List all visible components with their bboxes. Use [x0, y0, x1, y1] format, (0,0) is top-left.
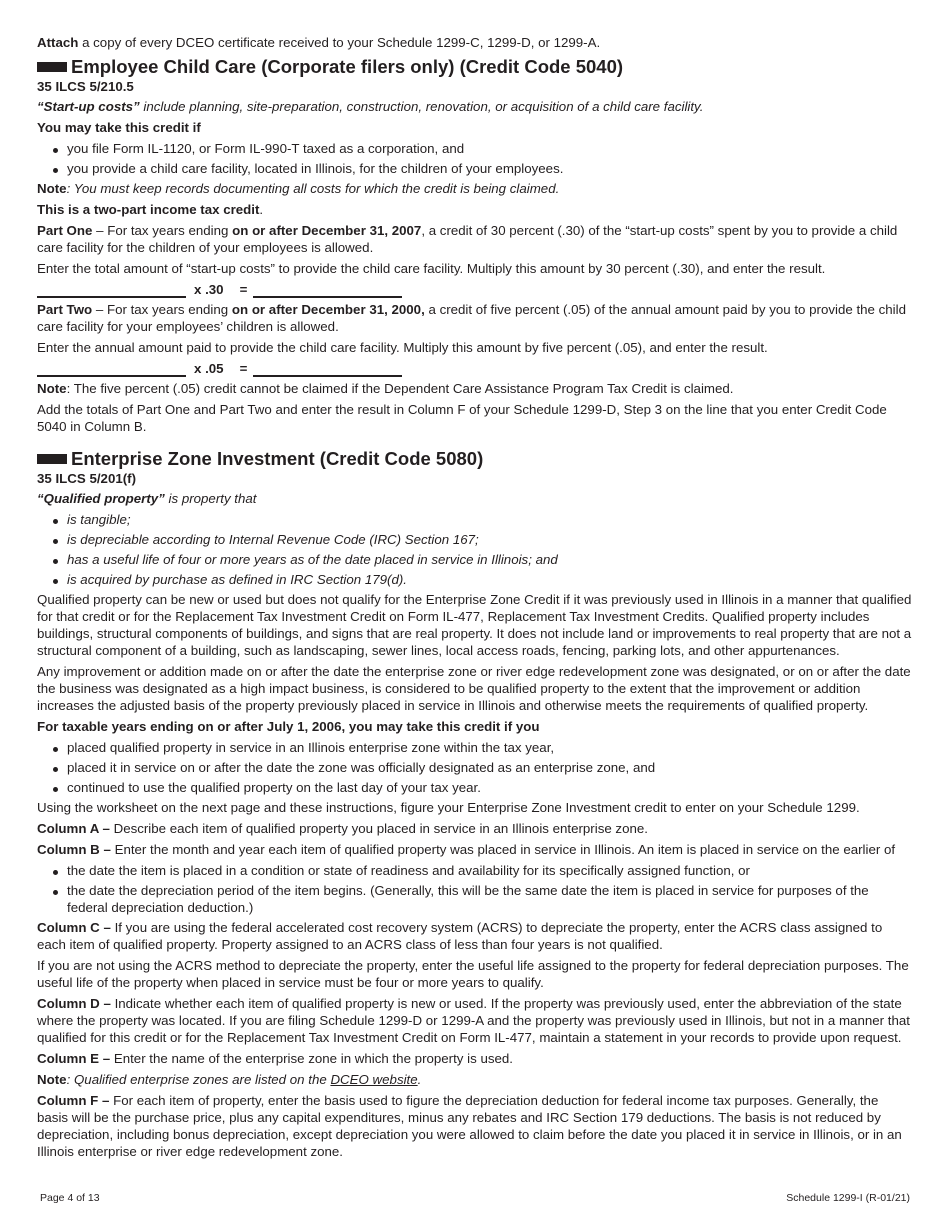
column-a-instructions: Column A – Describe each item of qualified property you placed in service in an Illinois enterprise zone. — [37, 821, 648, 836]
enterprise-zones-note: Note: Qualified enterprise zones are listed on the DCEO website. — [37, 1072, 422, 1087]
dependent-care-note: Note: The five percent (.05) credit cannot be claimed if the Dependent Care Assistance Program Tax Credit is claimed. — [37, 381, 734, 396]
part-two-text: Part Two – For tax years ending on or after December 31, 2000, a credit of five percent (.05) of the annual amount paid by you to provide the child care facility for your employees’ children is allowed. — [37, 302, 906, 334]
column-d-instructions: Column D – Indicate whether each item of qualified property is new or used. If the property was previously used, enter the abbreviation of the state where the property was located. If you are filing Schedule 1299-D or 1299-A and the property was previously used in Illinois, but not in a manner that qualified for this credit or for the Replacement Tax Investment Credit on Form IL-477, maintain a statement in your records to provide upon request. — [37, 996, 910, 1045]
attach-note: Attach a copy of every DCEO certificate received to your Schedule 1299-C, 1299-D, or 1299-A. — [37, 35, 601, 50]
enterprise-zone-citation: 35 ILCS 5/201(f) — [37, 471, 137, 486]
records-note: Note: You must keep records documenting all costs for which the credit is being claimed. — [37, 181, 560, 196]
list-item: has a useful life of four or more years as of the date placed in service in Illinois; and — [37, 551, 913, 568]
column-b-instructions: Column B – Enter the month and year each item of qualified property was placed in service in Illinois. An item is placed in service on the earlier of — [37, 842, 896, 857]
list-item: the date the item is placed in a condition or state of readiness and availability for its specifically assigned function, or — [37, 862, 913, 879]
list-item: continued to use the qualified property on the last day of your tax year. — [37, 779, 913, 796]
qualified-property-list — [37, 511, 913, 588]
part-two-result-line[interactable] — [253, 361, 402, 377]
list-item: placed qualified property in service in an Illinois enterprise zone within the tax year, — [37, 739, 913, 756]
part-one-calculation: x .30 = — [37, 281, 913, 298]
page-footer — [40, 1192, 910, 1204]
form-identifier: Schedule 1299-I (R-01/21) — [786, 1192, 910, 1204]
add-totals-instructions: Add the totals of Part One and Part Two and enter the result in Column F of your Schedule 1299-D, Step 3 on the line that you enter Credit Code 5040 in Column B. — [37, 402, 887, 434]
column-c-instructions: Column C – If you are using the federal accelerated cost recovery system (ACRS) to depreciate the property, enter the ACRS class assigned to each item of qualified property. Property assigned to an ACRS class of less than four years is not qualified. — [37, 920, 883, 952]
part-one-result-line[interactable] — [253, 282, 402, 298]
list-item: the date the depreciation period of the item begins. (Generally, this will be the same date the item is placed in service for purposes of the federal depreciation deduction.) — [37, 882, 913, 916]
two-part-note: This is a two-part income tax credit. — [37, 202, 264, 217]
column-b-list — [37, 862, 913, 916]
list-item: is acquired by purchase as defined in IRC Section 179(d). — [37, 571, 913, 588]
enterprise-zone-heading: Enterprise Zone Investment (Credit Code 5080) — [37, 447, 913, 470]
startup-costs-input-line[interactable] — [37, 282, 186, 298]
list-item: you provide a child care facility, located in Illinois, for the children of your employees. — [37, 160, 913, 177]
startup-costs-definition: “Start-up costs” include planning, site-preparation, construction, renovation, or acquisition of a child care facility. — [37, 99, 704, 114]
annual-amount-input-line[interactable] — [37, 361, 186, 377]
part-two-instructions: Enter the annual amount paid to provide the child care facility. Multiply this amount by five percent (.05), and enter the result. — [37, 340, 768, 355]
part-two-calculation: x .05 = — [37, 360, 913, 377]
section-bar-icon — [37, 454, 67, 464]
page-number: Page 4 of 13 — [40, 1192, 100, 1204]
taxable-conditions-list — [37, 739, 913, 796]
list-item: you file Form IL-1120, or Form IL-990-T taxed as a corporation, and — [37, 140, 913, 157]
child-care-heading: Employee Child Care (Corporate filers only) (Credit Code 5040) — [37, 55, 913, 78]
may-take-heading: You may take this credit if — [37, 120, 201, 135]
part-one-instructions: Enter the total amount of “start-up costs” to provide the child care facility. Multiply this amount by 30 percent (.30), and enter the result. — [37, 261, 826, 276]
column-f-instructions: Column F – For each item of property, enter the basis used to figure the depreciation deduction for federal income tax purposes. Generally, the basis will be the purchase price, plus any capital expenditures, minus any rebates and IRC Section 179 deductions. The basis is not reduced by depreciation, including bonus depreciation, except depreciation you were allowed to claim before the date you placed it in service in Illinois, or in an Illinois enterprise or river edge redevelopment zone. — [37, 1093, 902, 1159]
child-care-citation: 35 ILCS 5/210.5 — [37, 79, 134, 94]
list-item: is depreciable according to Internal Revenue Code (IRC) Section 167; — [37, 531, 913, 548]
dceo-website-link[interactable]: DCEO website — [330, 1072, 418, 1087]
part-one-text: Part One – For tax years ending on or after December 31, 2007, a credit of 30 percent (.30) of the “start-up costs” spent by you to provide a child care facility for the children of your employees is allowed. — [37, 223, 898, 255]
document-page — [37, 34, 913, 1164]
qualified-property-definition: “Qualified property” is property that — [37, 491, 257, 506]
section-bar-icon — [37, 62, 67, 72]
qualified-property-paragraph: Qualified property can be new or used but does not qualify for the Enterprise Zone Credit if it was previously used in Illinois in a manner that qualified for that credit or for the Replacement Tax Investment Credit on Form IL-477, Replacement Tax Investment Credits. Qualified property includes buildings, structural components of buildings, and signs that are real property. It does not include land or improvements to real property that are not a structural component of a building, such as landscaping, sewer lines, local access roads, fencing, parking lots, and other appurtenances. — [37, 592, 912, 658]
taxable-years-heading: For taxable years ending on or after July 1, 2006, you may take this credit if you — [37, 719, 540, 734]
worksheet-instructions: Using the worksheet on the next page and these instructions, figure your Enterprise Zone Investment credit to enter on your Schedule 1299. — [37, 800, 860, 815]
column-e-instructions: Column E – Enter the name of the enterprise zone in which the property is used. — [37, 1051, 513, 1066]
column-c-acrs-note: If you are not using the ACRS method to depreciate the property, enter the useful life assigned to the property for federal depreciation purposes. The useful life of the property when placed in service must be four or more years to qualify. — [37, 958, 909, 990]
improvement-paragraph: Any improvement or addition made on or after the date the enterprise zone or river edge redevelopment zone was designated, or on or after the date the business was designated as a high impact business, is considered to be qualified property to the extent that the improvement or addition increases the adjusted basis of the property previously placed in service in Illinois and otherwise meets the requirements of qualified property. — [37, 664, 911, 713]
child-care-conditions — [37, 140, 913, 177]
list-item: is tangible; — [37, 511, 913, 528]
list-item: placed it in service on or after the date the zone was officially designated as an enterprise zone, and — [37, 759, 913, 776]
